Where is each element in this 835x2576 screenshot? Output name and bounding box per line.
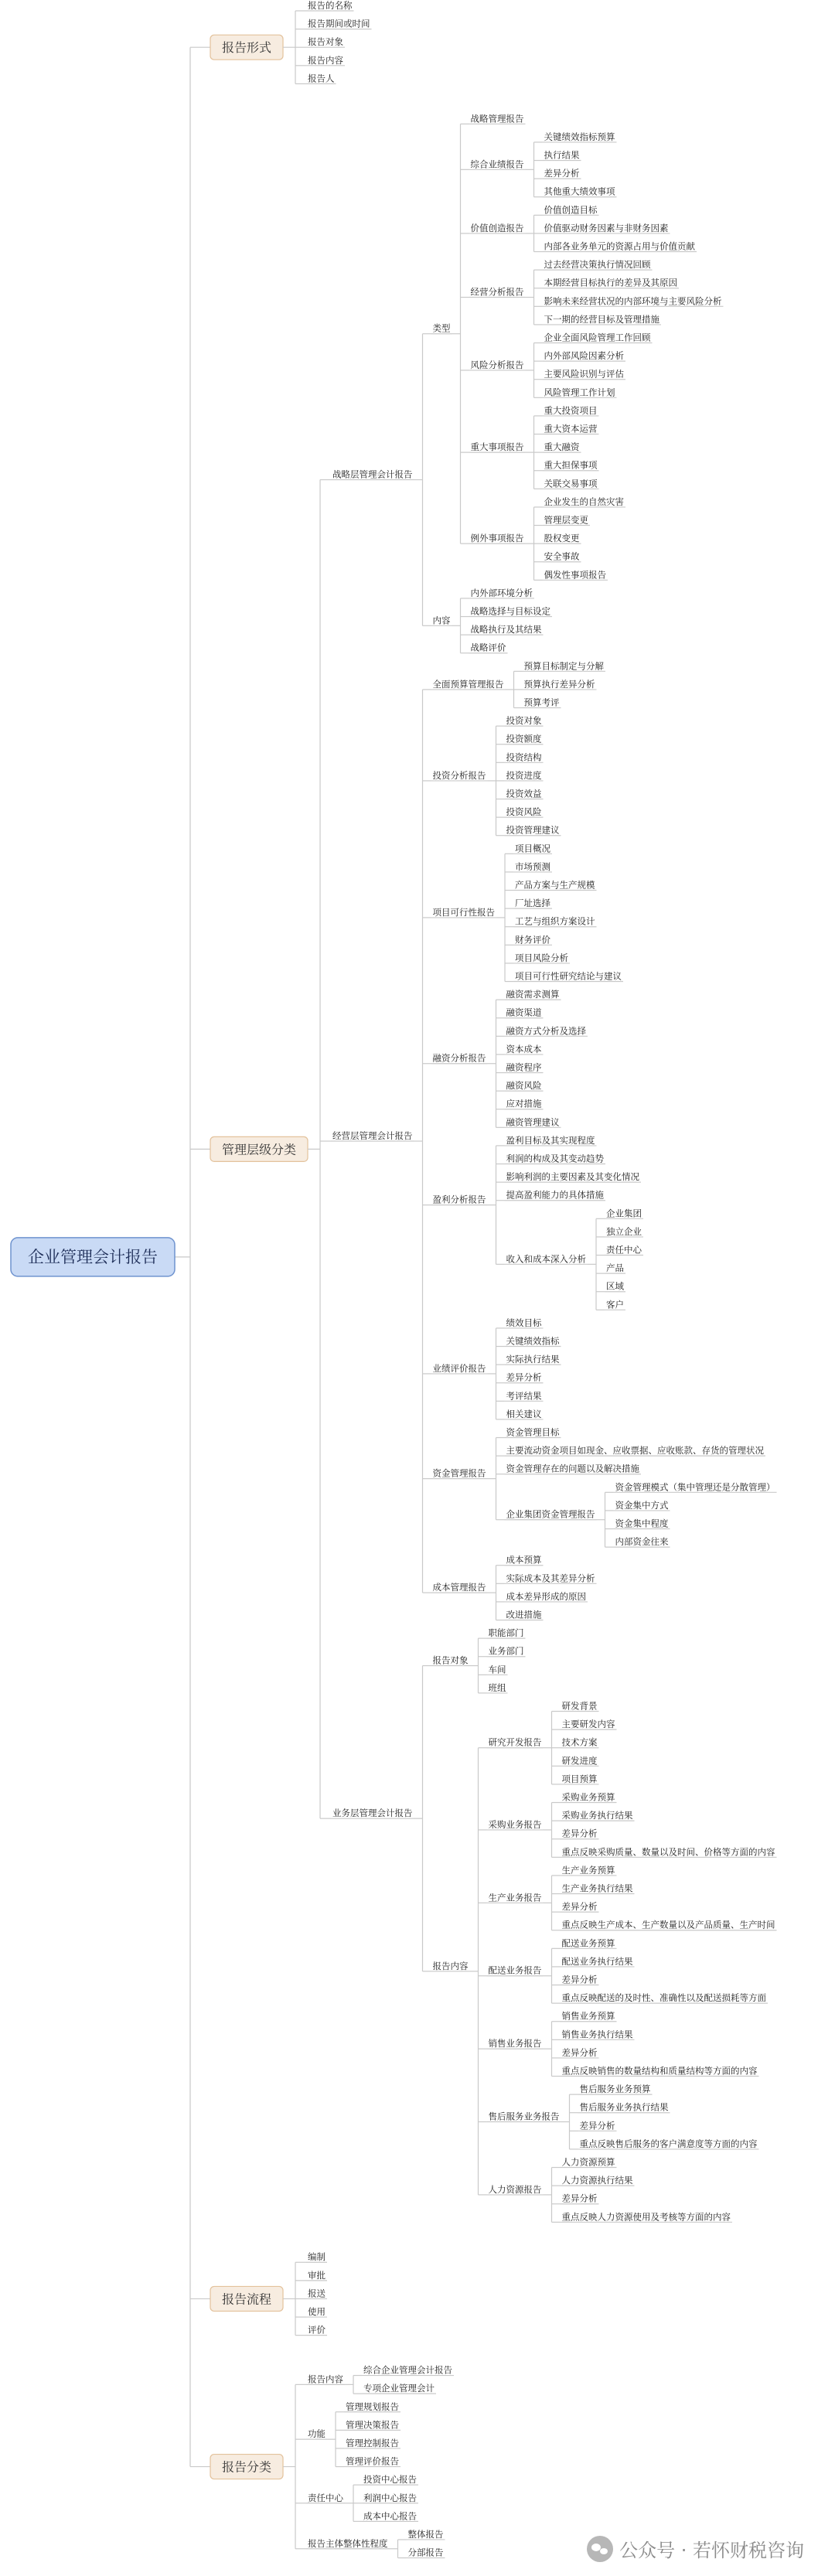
topic-node: 风险分析报告 [470,359,524,370]
leaf-node: 重点反映人力资源使用及考核等方面的内容 [561,2211,731,2223]
leaf-node: 投资对象 [506,715,542,727]
leaf-node: 主要流动资金项目如现金、应收票据、应收账款、存货的管理状况 [506,1445,765,1457]
leaf-node: 考评结果 [506,1390,542,1402]
leaf-node: 战略选择与目标设定 [470,605,551,617]
leaf-node: 应对措施 [506,1098,542,1109]
leaf-node: 过去经营决策执行情况回顾 [544,259,651,271]
leaf-node: 战略执行及其结果 [470,624,542,635]
leaf-node: 融资管理建议 [506,1116,560,1128]
leaf-node: 改进措施 [506,1609,542,1620]
topic-node: 资金管理报告 [432,1467,486,1479]
leaf-node: 管理评价报告 [346,2455,400,2467]
leaf-node: 项目可行性研究结论与建议 [515,970,622,982]
leaf-node: 差异分析 [561,1974,598,1985]
leaf-node: 内外部环境分析 [470,587,533,598]
topic-node: 类型 [432,322,451,334]
leaf-node: 重大投资项目 [544,404,598,416]
leaf-node: 成本差异形成的原因 [506,1590,587,1602]
leaf-node: 报送 [308,2288,326,2299]
leaf-node: 关键绩效指标 [506,1335,560,1347]
leaf-node: 预算目标制定与分解 [523,660,605,672]
leaf-node: 使用 [308,2306,326,2318]
leaf-node: 价值驱动财务因素与非财务因素 [544,222,669,233]
topic-node: 盈利分析报告 [432,1194,486,1205]
leaf-node: 管理决策报告 [346,2419,400,2431]
leaf-node: 审批 [308,2269,326,2281]
topic-node: 投资分析报告 [432,769,486,781]
leaf-node: 主要风险识别与评估 [544,368,625,380]
leaf-node: 差异分析 [561,1828,598,1839]
leaf-node: 战略评价 [470,642,506,653]
topic-node: 报告对象 [432,1654,469,1666]
topic-node: 业务层管理会计报告 [332,1808,413,1819]
leaf-node: 利润的构成及其变动趋势 [506,1153,605,1164]
leaf-node: 投资风险 [506,806,542,818]
leaf-node: 提高盈利能力的具体措施 [506,1189,605,1201]
leaf-node: 关联交易事项 [544,478,598,489]
leaf-node: 融资程序 [506,1061,542,1073]
leaf-node: 报告人 [308,73,335,84]
topic-node: 采购业务报告 [488,1818,542,1830]
leaf-node: 成本预算 [506,1554,542,1566]
leaf-node: 重点反映售后服务的客户满意度等方面的内容 [579,2138,758,2149]
leaf-node: 分部报告 [407,2547,444,2558]
topic-node: 融资分析报告 [432,1052,486,1064]
leaf-node: 投资管理建议 [506,824,560,836]
leaf-node: 重点反映采购质量、数量以及时间、价格等方面的内容 [561,1846,775,1858]
leaf-node: 投资额度 [506,733,542,745]
leaf-node: 战略管理报告 [470,113,524,124]
topic-node: 报告内容 [432,1960,469,1971]
topic-node: 经营分析报告 [470,286,524,298]
topic-node: 内容 [432,615,451,626]
branch-label: 报告形式 [222,40,272,56]
leaf-node: 售后服务业务预算 [579,2084,651,2095]
branch-label: 报告分类 [222,2459,272,2475]
leaf-node: 整体报告 [407,2528,444,2540]
leaf-node: 重点反映销售的数量结构和质量结构等方面的内容 [561,2065,758,2077]
branch-label: 报告流程 [222,2291,272,2307]
leaf-node: 项目风险分析 [515,952,569,963]
root-node-title: 企业管理会计报告 [28,1247,158,1266]
leaf-node: 资本成本 [506,1043,542,1055]
topic-node: 销售业务报告 [488,2038,542,2050]
leaf-node: 重大担保事项 [544,459,598,471]
leaf-node: 车间 [488,1664,506,1675]
leaf-node: 企业集团 [606,1208,642,1219]
leaf-node: 差异分析 [561,2046,598,2058]
leaf-node: 报告内容 [308,54,344,66]
leaf-node: 配送业务预算 [561,1937,615,1949]
leaf-node: 融资需求测算 [506,989,560,1000]
leaf-node: 管理层变更 [544,514,589,526]
leaf-node: 相关建议 [506,1408,542,1419]
leaf-node: 影响利润的主要因素及其变化情况 [506,1171,640,1183]
leaf-node: 编制 [308,2251,326,2263]
topic-node: 报告内容 [308,2373,344,2385]
leaf-node: 绩效目标 [506,1317,542,1328]
leaf-node: 主要研发内容 [561,1719,615,1730]
leaf-node: 风险管理工作计划 [544,387,615,398]
topic-node: 经营层管理会计报告 [332,1130,413,1142]
leaf-node: 投资中心报告 [363,2474,418,2486]
leaf-node: 专项企业管理会计 [363,2383,435,2394]
topic-node: 企业集团资金管理报告 [506,1508,595,1520]
topic-node: 研究开发报告 [488,1736,542,1748]
leaf-node: 资金集中方式 [615,1499,669,1511]
topic-node: 价值创造报告 [470,222,524,233]
topic-node: 项目可行性报告 [432,906,496,918]
leaf-node: 实际执行结果 [506,1354,560,1365]
leaf-node: 项目概况 [515,843,551,854]
leaf-node: 工艺与组织方案设计 [515,915,595,927]
leaf-node: 资金管理存在的问题以及解决措施 [506,1463,640,1474]
leaf-node: 责任中心 [606,1244,642,1256]
leaf-node: 人力资源预算 [561,2156,615,2168]
leaf-node: 业务部门 [488,1645,524,1657]
leaf-node: 影响未来经营状况的内部环境与主要风险分析 [544,295,722,307]
leaf-node: 内外部风险因素分析 [544,350,625,362]
leaf-node: 融资方式分析及选择 [506,1025,587,1037]
topic-node: 收入和成本深入分析 [506,1253,587,1265]
leaf-node: 报告的名称 [308,0,353,11]
leaf-node: 区域 [606,1280,625,1292]
leaf-node: 生产业务执行结果 [561,1883,633,1894]
leaf-node: 资金集中程度 [615,1518,669,1529]
leaf-node: 职能部门 [488,1627,524,1639]
topic-node: 战略层管理会计报告 [332,469,413,480]
leaf-node: 成本中心报告 [363,2510,418,2522]
leaf-node: 偶发性事项报告 [544,569,607,581]
leaf-node: 融资渠道 [506,1007,542,1018]
topic-node: 业绩评价报告 [432,1362,486,1374]
topic-node: 报告主体整体性程度 [308,2537,388,2549]
leaf-node: 项目预算 [561,1773,598,1784]
leaf-node: 投资效益 [506,788,542,799]
leaf-node: 投资结构 [506,751,542,763]
branch-label: 管理层级分类 [222,1142,297,1157]
leaf-node: 内部各业务单元的资源占用与价值贡献 [544,240,696,252]
leaf-node: 利润中心报告 [363,2492,418,2503]
leaf-node: 内部资金往来 [615,1536,669,1548]
leaf-node: 资金管理目标 [506,1426,560,1438]
leaf-node: 独立企业 [606,1225,642,1237]
leaf-node: 企业发生的自然灾害 [544,496,625,507]
leaf-node: 股权变更 [544,533,580,544]
leaf-node: 采购业务执行结果 [561,1810,633,1821]
topic-node: 例外事项报告 [470,533,524,544]
leaf-node: 差异分析 [561,2193,598,2204]
leaf-node: 实际成本及其差异分析 [506,1573,595,1584]
leaf-node: 人力资源执行结果 [561,2175,633,2186]
wechat-icon [587,2536,613,2562]
leaf-node: 市场预测 [515,860,551,872]
leaf-node: 本期经营目标执行的差异及其原因 [544,277,678,288]
topic-node: 成本管理报告 [432,1582,486,1593]
topic-node: 综合业绩报告 [470,158,524,170]
leaf-node: 班组 [488,1682,506,1693]
leaf-node: 企业全面风险管理工作回顾 [544,332,651,343]
leaf-node: 盈利目标及其实现程度 [506,1134,595,1146]
leaf-node: 预算考评 [523,697,560,708]
leaf-node: 报告对象 [308,36,344,48]
leaf-node: 采购业务预算 [561,1791,615,1803]
leaf-node: 售后服务业务执行结果 [579,2101,669,2113]
leaf-node: 投资进度 [506,769,542,781]
leaf-node: 资金管理模式（集中管理还是分散管理） [615,1481,775,1493]
leaf-node: 厂址选择 [515,898,551,909]
leaf-node: 差异分析 [579,2120,615,2131]
watermark [587,2535,804,2562]
leaf-node: 价值创造目标 [544,204,598,216]
topic-node: 责任中心 [308,2492,344,2503]
leaf-node: 产品方案与生产规模 [515,879,595,891]
leaf-node: 财务评价 [515,934,551,946]
topic-node: 重大事项报告 [470,441,524,453]
leaf-node: 重大融资 [544,441,580,453]
leaf-node: 销售业务执行结果 [561,2029,633,2040]
leaf-node: 管理控制报告 [346,2437,400,2448]
topic-node: 全面预算管理报告 [432,678,504,690]
leaf-node: 执行结果 [544,149,580,161]
watermark-text: 公众号 · 若怀财税咨询 [619,2540,804,2561]
leaf-node: 下一期的经营目标及管理措施 [544,313,660,325]
leaf-node: 差异分析 [506,1371,542,1383]
leaf-node: 差异分析 [561,1901,598,1913]
leaf-node: 研发进度 [561,1755,598,1767]
leaf-node: 安全事故 [544,550,580,562]
leaf-node: 评价 [308,2324,326,2336]
leaf-node: 管理规划报告 [346,2401,400,2412]
leaf-node: 生产业务预算 [561,1864,615,1876]
leaf-node: 重点反映配送的及时性、准确性以及配送损耗等方面 [561,1992,767,2004]
leaf-node: 综合企业管理会计报告 [363,2364,453,2376]
leaf-node: 其他重大绩效事项 [544,186,615,197]
leaf-node: 技术方案 [561,1736,598,1748]
leaf-node: 融资风险 [506,1080,542,1092]
leaf-node: 销售业务预算 [561,2010,615,2022]
topic-node: 配送业务报告 [488,1964,542,1976]
leaf-node: 研发背景 [561,1700,598,1712]
leaf-node: 客户 [606,1299,625,1310]
leaf-node: 关键绩效指标预算 [544,131,615,142]
leaf-node: 重大资本运营 [544,423,598,434]
topic-node: 功能 [308,2428,326,2440]
leaf-node: 产品 [606,1262,625,1274]
leaf-node: 差异分析 [544,168,580,179]
leaf-node: 重点反映生产成本、生产数量以及产品质量、生产时间 [561,1919,775,1930]
topic-node: 售后服务业务报告 [488,2111,560,2122]
leaf-node: 预算执行差异分析 [523,678,595,690]
leaf-node: 配送业务执行结果 [561,1955,633,1967]
topic-node: 生产业务报告 [488,1892,542,1903]
topic-node: 人力资源报告 [488,2183,542,2195]
leaf-node: 报告期间或时间 [308,18,370,29]
